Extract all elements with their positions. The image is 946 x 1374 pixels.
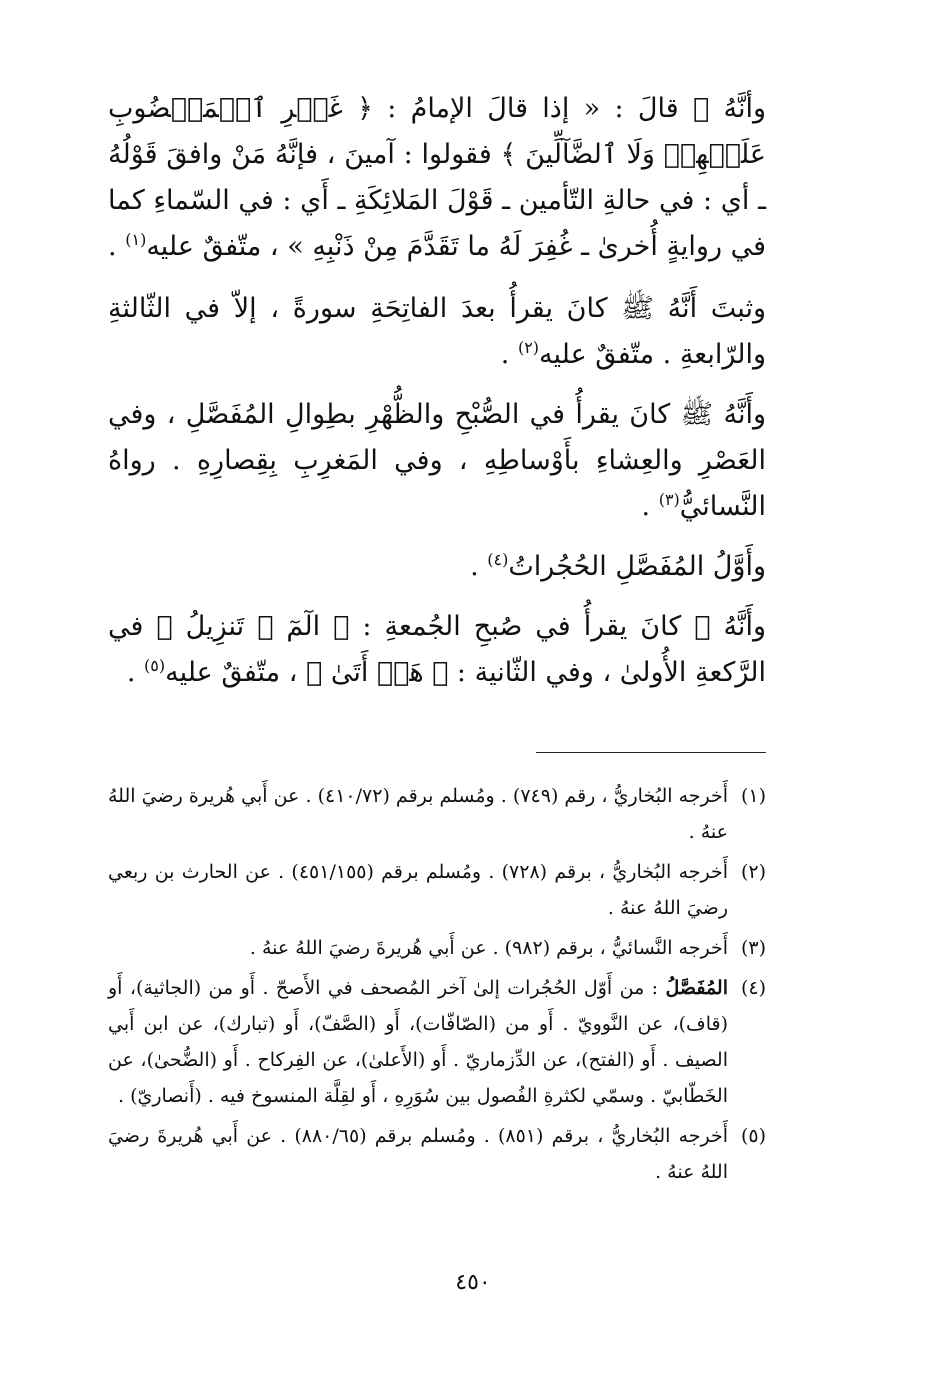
footnote-text bbox=[108, 970, 728, 1114]
paragraph-2 bbox=[108, 286, 766, 378]
footnote-text: أَخرجه البُخاريُّ ، رقم (٧٤٩) . ومُسلم برقم (٤١٠/٧٢) . عن أَبي هُريرة رضيَ اللهُ عنهُ . bbox=[108, 785, 729, 843]
paragraph-3-end: . bbox=[641, 491, 659, 522]
paragraph-1 bbox=[108, 86, 766, 270]
footnote-2 bbox=[108, 854, 766, 926]
paragraph-2-text: وثبتَ أَنَّهُ ﷺ كانَ يقرأُ بعدَ الفاتِحَةِ سورةً ، إلاّ في الثّالثةِ والرّابعةِ . متّفقٌ عليه bbox=[108, 293, 766, 370]
footnote-ref-4: (٤) bbox=[487, 550, 509, 569]
paragraph-5 bbox=[108, 604, 766, 696]
footnote-number: (١) bbox=[740, 785, 766, 807]
paragraph-5-end: . bbox=[126, 657, 145, 688]
footnote-term: المُفَصَّلُ bbox=[665, 977, 728, 999]
paragraph-4 bbox=[108, 544, 766, 590]
page-number: ٤٥٠ bbox=[455, 1270, 491, 1295]
footnotes bbox=[108, 778, 766, 1194]
paragraph-3 bbox=[108, 392, 766, 530]
footnote-4 bbox=[108, 970, 766, 1114]
footnote-number: (٢) bbox=[740, 861, 766, 883]
footnote-ref-5: (٥) bbox=[144, 656, 166, 675]
footnote-number: (٥) bbox=[740, 1125, 766, 1147]
footnote-text: أَخرجه النَّسائيُّ ، برقم (٩٨٢) . عن أَبي هُريرةَ رضيَ اللهُ عنهُ . bbox=[249, 937, 728, 959]
footnote-text: أَخرجه البُخاريُّ ، برقم (٨٥١) . ومُسلم برقم (٨٨٠/٦٥) . عن أَبي هُريرةَ رضيَ اللهُ عنهُ . bbox=[108, 1125, 728, 1183]
footnote-1 bbox=[108, 778, 766, 850]
footnote-number: (٤) bbox=[740, 977, 766, 999]
footnote-3 bbox=[108, 930, 766, 966]
footnote-ref-3: (٣) bbox=[658, 490, 680, 509]
paragraph-2-end: . bbox=[500, 339, 518, 370]
paragraph-1-end: . bbox=[108, 231, 126, 262]
paragraph-1-text: وأنَّهُ ﷺ قالَ : « إذا قالَ الإمامُ : ﴿ غَيۡرِ ٱلۡمَغۡضُوبِ عَلَيۡهِمۡ وَلَا ٱلضَّآلِّينَ ﴾ فقولوا : آمينَ ، فإنَّهُ مَنْ وافقَ قَوْلُهُ ـ أي : في حالةِ التّأمين ـ قَوْلَ المَلائِكَةِ ـ أَي : في السّماءِ كما في روايةٍ أُخرىٰ ـ غُفِرَ لَهُ ما تَقَدَّمَ مِنْ ذَنْبِهِ » ، متّفقٌ عليه bbox=[108, 93, 766, 262]
footnote-number: (٣) bbox=[740, 937, 766, 959]
main-text bbox=[108, 86, 766, 710]
footnote-ref-2: (٢) bbox=[517, 338, 540, 357]
footnote-5 bbox=[108, 1118, 766, 1190]
footnote-separator bbox=[536, 752, 766, 753]
paragraph-4-text: وأَوَّلُ المُفَصَّلِ الحُجُراتُ bbox=[508, 551, 766, 582]
footnote-text: أَخرجه البُخاريُّ ، برقم (٧٢٨) . ومُسلم برقم (٤٥١/١٥٥) . عن الحارث بن ربعي رضيَ اللهُ عنهُ . bbox=[108, 861, 729, 919]
paragraph-4-end: . bbox=[470, 551, 488, 582]
paragraph-5-text: وأَنَّهُ ﷺ كانَ يقرأُ في صُبحِ الجُمعةِ : ﴿ الٓمٓ ۞ تَنزِيلُ ﴾ في الرَّكعةِ الأُولىٰ ، وفي الثّانية : ﴿ هَلۡ أَتَىٰ ﴾ ، متّفقٌ عليه bbox=[108, 611, 766, 688]
footnote-ref-1: (١) bbox=[125, 230, 147, 249]
footnote-definition: : من أَوّل الحُجُرات إلىٰ آخر المُصحف في الأَصحّ . أَو من (الجاثية)، أَو (قاف)، عن النَّوويّ . أَو من (الصّافّات)، أَو (الصَّفّ)، أَو (تبارك)، عن ابن أَبي الصيف . أَو (الفتح)، عن الدِّزماريّ . أَو (الأَعلىٰ)، عن الفِركاح . أَو (الضُّحىٰ)، عن الخَطّابيّ . وسمّي لكثرةِ الفُصول بين سُوَرِهِ ، أَو لقِلَّة المنسوخ فيه . (أَنصاريّ) . bbox=[108, 977, 728, 1107]
paragraph-3-text: وأَنَّهُ ﷺ كانَ يقرأُ في الصُّبْحِ والظُّهْرِ بطِوالِ المُفَصَّلِ ، وفي العَصْرِ والعِشاءِ بأَوْساطِهِ ، وفي المَغرِبِ بِقِصارِهِ . رواهُ النَّسائيُّ bbox=[108, 399, 766, 522]
